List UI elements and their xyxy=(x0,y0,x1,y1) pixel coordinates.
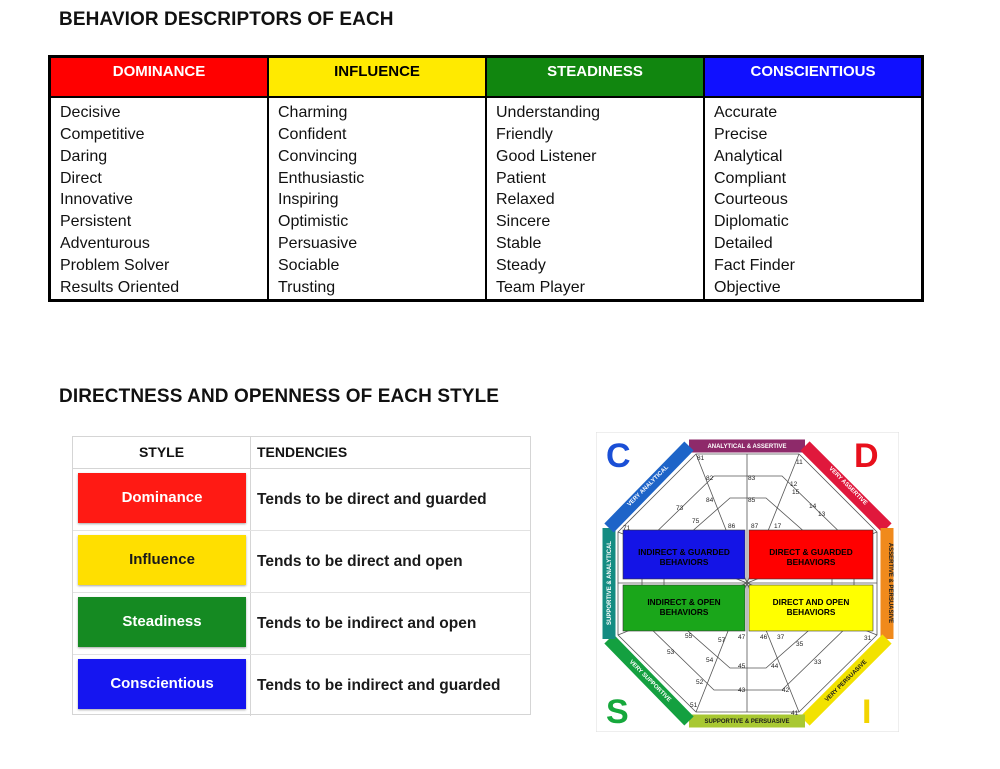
score-label: 54 xyxy=(706,657,714,664)
score-label: 52 xyxy=(696,679,704,686)
list-item: Persuasive xyxy=(278,235,358,253)
corner-letter-d: D xyxy=(854,437,879,475)
tendency-text: Tends to be direct and guarded xyxy=(257,491,487,508)
tendency-text: Tends to be indirect and open xyxy=(257,615,477,632)
tendency-text: Tends to be direct and open xyxy=(257,553,463,570)
tendency-text: Tends to be indirect and guarded xyxy=(257,677,501,694)
descriptor-header-dominance: DOMINANCE xyxy=(51,58,267,98)
descriptor-column-dominance xyxy=(51,58,269,299)
list-item: Competitive xyxy=(60,125,145,143)
list-item: Enthusiastic xyxy=(278,169,365,187)
list-item: Relaxed xyxy=(496,191,555,209)
table-header-row xyxy=(73,437,530,469)
list-item: Sincere xyxy=(496,213,551,231)
segment-label-top-right: VERY ASSERTIVE xyxy=(827,465,869,507)
score-label: 86 xyxy=(728,523,736,530)
score-label: 17 xyxy=(774,523,782,530)
list-item: Inspiring xyxy=(278,191,339,209)
list-item: Optimistic xyxy=(278,213,349,231)
score-label: 46 xyxy=(760,634,768,641)
list-item: Confident xyxy=(278,125,347,143)
list-item: Sociable xyxy=(278,257,340,275)
style-badge-steadiness: Steadiness xyxy=(78,597,246,647)
descriptor-header-steadiness: STEADINESS xyxy=(487,58,703,98)
descriptor-list-dominance xyxy=(51,98,267,299)
score-label: 12 xyxy=(790,481,798,488)
score-label: 84 xyxy=(706,497,714,504)
segment-label-bottom: SUPPORTIVE & PERSUASIVE xyxy=(704,719,790,725)
style-tendency-table xyxy=(72,436,531,715)
list-item: Persistent xyxy=(60,213,132,231)
style-badge-influence: Influence xyxy=(78,535,246,585)
list-item: Compliant xyxy=(714,169,787,187)
quadrant-bl-line2: BEHAVIORS xyxy=(659,607,709,617)
score-label: 57 xyxy=(718,637,726,644)
descriptor-header-influence: INFLUENCE xyxy=(269,58,485,98)
table-row xyxy=(73,655,530,716)
descriptor-list-conscientious xyxy=(705,98,921,299)
list-item: Diplomatic xyxy=(714,213,789,231)
descriptor-list-influence xyxy=(269,98,485,299)
segment-label-top: ANALYTICAL & ASSERTIVE xyxy=(707,444,787,450)
list-item: Daring xyxy=(60,147,108,165)
segment-label-top-left: VERY ANALYTICAL xyxy=(626,464,670,508)
list-item: Courteous xyxy=(714,191,788,209)
quadrant-tr-line2: BEHAVIORS xyxy=(786,557,836,567)
score-label: 81 xyxy=(697,455,705,462)
score-label: 71 xyxy=(623,525,631,532)
descriptor-column-steadiness xyxy=(487,58,705,299)
descriptor-list-steadiness xyxy=(487,98,703,299)
quadrant-tr-line1: DIRECT & GUARDED xyxy=(769,547,853,557)
corner-letter-i: I xyxy=(862,693,872,731)
list-item: Patient xyxy=(496,169,546,187)
score-label: 87 xyxy=(751,523,759,530)
list-item: Direct xyxy=(60,169,102,187)
list-item: Problem Solver xyxy=(60,257,170,275)
score-label: 35 xyxy=(796,641,804,648)
score-label: 51 xyxy=(690,702,698,709)
score-label: 73 xyxy=(676,505,684,512)
corner-letter-c: C xyxy=(606,437,631,475)
segment-label-bottom-left: VERY SUPPORTIVE xyxy=(627,659,672,704)
column-header-tendencies: TENDENCIES xyxy=(257,444,348,460)
score-label: 83 xyxy=(748,475,756,482)
score-label: 82 xyxy=(706,475,714,482)
score-label: 75 xyxy=(692,518,700,525)
table-row xyxy=(73,469,530,531)
descriptor-column-influence xyxy=(269,58,487,299)
score-label: 44 xyxy=(771,663,779,670)
score-label: 41 xyxy=(791,710,799,717)
score-label: 55 xyxy=(685,633,693,640)
list-item: Adventurous xyxy=(60,235,150,253)
style-badge-dominance: Dominance xyxy=(78,473,246,523)
list-item: Precise xyxy=(714,125,768,143)
disc-wheel-diagram xyxy=(596,432,899,732)
segment-label-bottom-right: VERY PERSUASIVE xyxy=(824,659,869,704)
quadrant-bl-line1: INDIRECT & OPEN xyxy=(647,597,721,607)
list-item: Understanding xyxy=(496,103,601,121)
segment-label-right: ASSERTIVE & PERSUASIVE xyxy=(887,542,893,624)
list-item: Detailed xyxy=(714,235,773,253)
descriptor-column-conscientious xyxy=(705,58,921,299)
quadrant-tl-line1: INDIRECT & GUARDED xyxy=(638,547,730,557)
section-title-directness: DIRECTNESS AND OPENNESS OF EACH STYLE xyxy=(59,386,500,407)
table-row xyxy=(73,593,530,655)
table-row xyxy=(73,531,530,593)
score-label: 53 xyxy=(667,649,675,656)
list-item: Decisive xyxy=(60,103,121,121)
list-item: Trusting xyxy=(278,279,336,297)
list-item: Good Listener xyxy=(496,147,597,165)
list-item: Results Oriented xyxy=(60,279,180,297)
list-item: Accurate xyxy=(714,103,778,121)
corner-letter-s: S xyxy=(606,693,629,731)
descriptor-header-conscientious: CONSCIENTIOUS xyxy=(705,58,921,98)
score-label: 13 xyxy=(818,511,826,518)
quadrant-tl-line2: BEHAVIORS xyxy=(659,557,709,567)
score-label: 37 xyxy=(777,634,785,641)
quadrant-br-line1: DIRECT AND OPEN xyxy=(772,597,850,607)
list-item: Stable xyxy=(496,235,542,253)
list-item: Friendly xyxy=(496,125,553,143)
score-label: 45 xyxy=(738,663,746,670)
list-item: Charming xyxy=(278,103,348,121)
score-label: 14 xyxy=(809,503,817,510)
score-label: 47 xyxy=(738,634,746,641)
column-header-style: STYLE xyxy=(73,437,251,468)
behavior-descriptor-table xyxy=(48,55,924,302)
list-item: Innovative xyxy=(60,191,133,209)
score-label: 31 xyxy=(864,635,872,642)
list-item: Analytical xyxy=(714,147,783,165)
score-label: 15 xyxy=(792,489,800,496)
score-label: 42 xyxy=(782,687,790,694)
list-item: Objective xyxy=(714,279,781,297)
list-item: Team Player xyxy=(496,279,585,297)
score-label: 43 xyxy=(738,687,746,694)
list-item: Convincing xyxy=(278,147,358,165)
score-label: 33 xyxy=(814,659,822,666)
style-badge-conscientious: Conscientious xyxy=(78,659,246,709)
list-item: Steady xyxy=(496,257,546,275)
score-label: 85 xyxy=(748,497,756,504)
quadrant-br-line2: BEHAVIORS xyxy=(786,607,836,617)
segment-label-left: SUPPORTIVE & ANALYTICAL xyxy=(607,541,613,625)
list-item: Fact Finder xyxy=(714,257,795,275)
score-label: 11 xyxy=(796,459,803,466)
section-title-behavior: BEHAVIOR DESCRIPTORS OF EACH xyxy=(59,9,394,30)
